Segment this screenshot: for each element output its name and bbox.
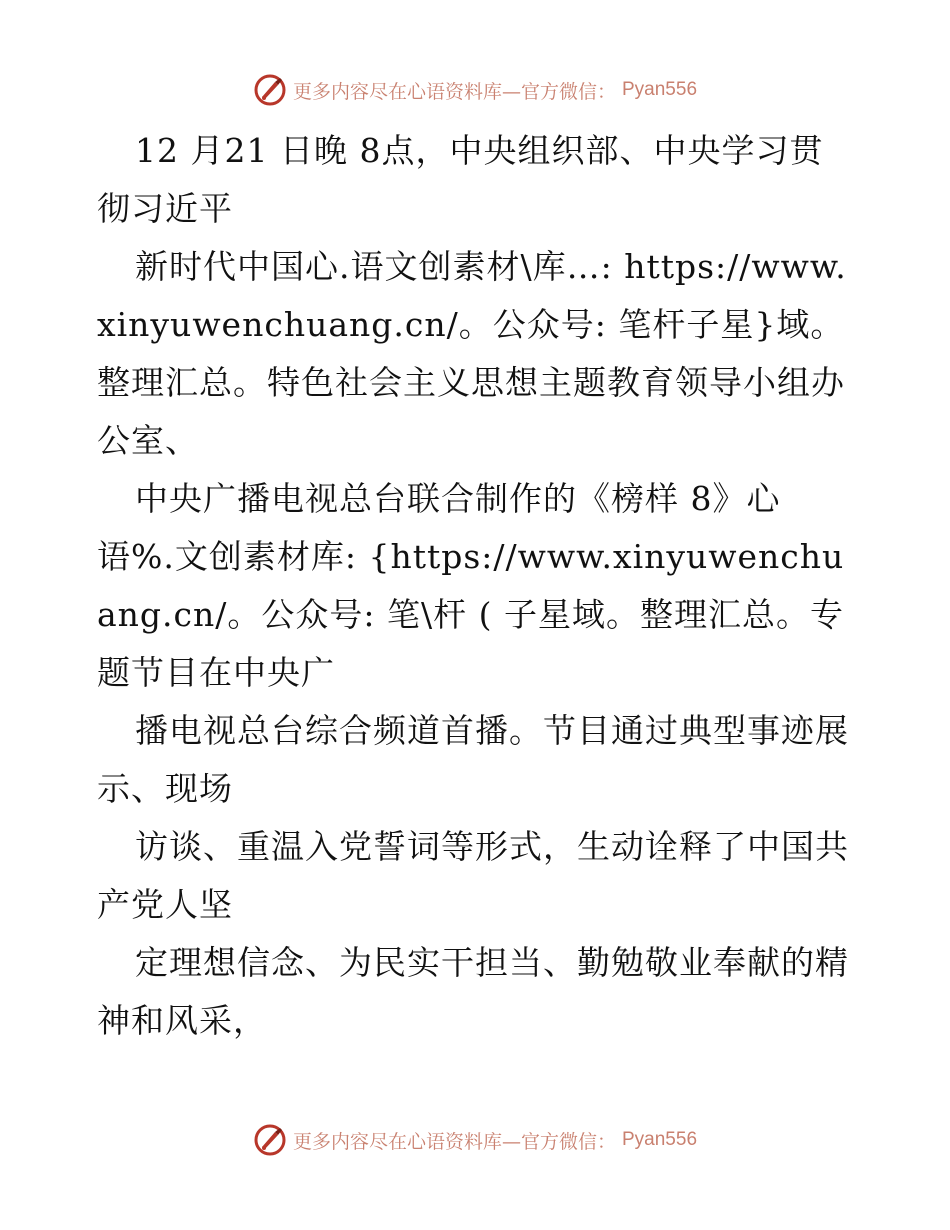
watermark-contact: Pyan556 bbox=[622, 1129, 698, 1150]
footer-watermark bbox=[0, 1120, 950, 1160]
paragraph: 定理想信念、为民实干担当、勤勉敬业奉献的精神和风采， bbox=[97, 943, 849, 1040]
watermark-text: 更多内容尽在心语资料库—官方微信： bbox=[292, 80, 616, 103]
watermark-contact: Pyan556 bbox=[622, 79, 698, 100]
paragraph: 中央广播电视总台联合制作的《榜样 8》心语%.文创素材库: {https://www.xinyuwenchuang.cn/。公众号: 笔\杆 ( 子星域。整理汇总。专题节目在中央广 bbox=[97, 479, 845, 692]
paragraph: 播电视总台综合频道首播。节目通过典型事迹展示、现场 bbox=[97, 711, 849, 808]
paragraph: 12 月21 日晚 8点，中央组织部、中央学习贯彻习近平 bbox=[97, 131, 824, 228]
paragraph: 新时代中国心.语文创素材\库…: https://www.xinyuwenchuang.cn/。公众号: 笔杆子星}域。整理汇总。特色社会主义思想主题教育领导小组办公室、 bbox=[97, 247, 847, 460]
paragraph: 访谈、重温入党誓词等形式，生动诠释了中国共产党人坚 bbox=[97, 827, 849, 924]
document-body bbox=[97, 122, 857, 1050]
brush-seal-icon bbox=[253, 1123, 287, 1157]
watermark-text: 更多内容尽在心语资料库—官方微信： bbox=[292, 1130, 616, 1153]
brush-seal-icon bbox=[253, 73, 287, 107]
header-watermark bbox=[0, 70, 950, 110]
